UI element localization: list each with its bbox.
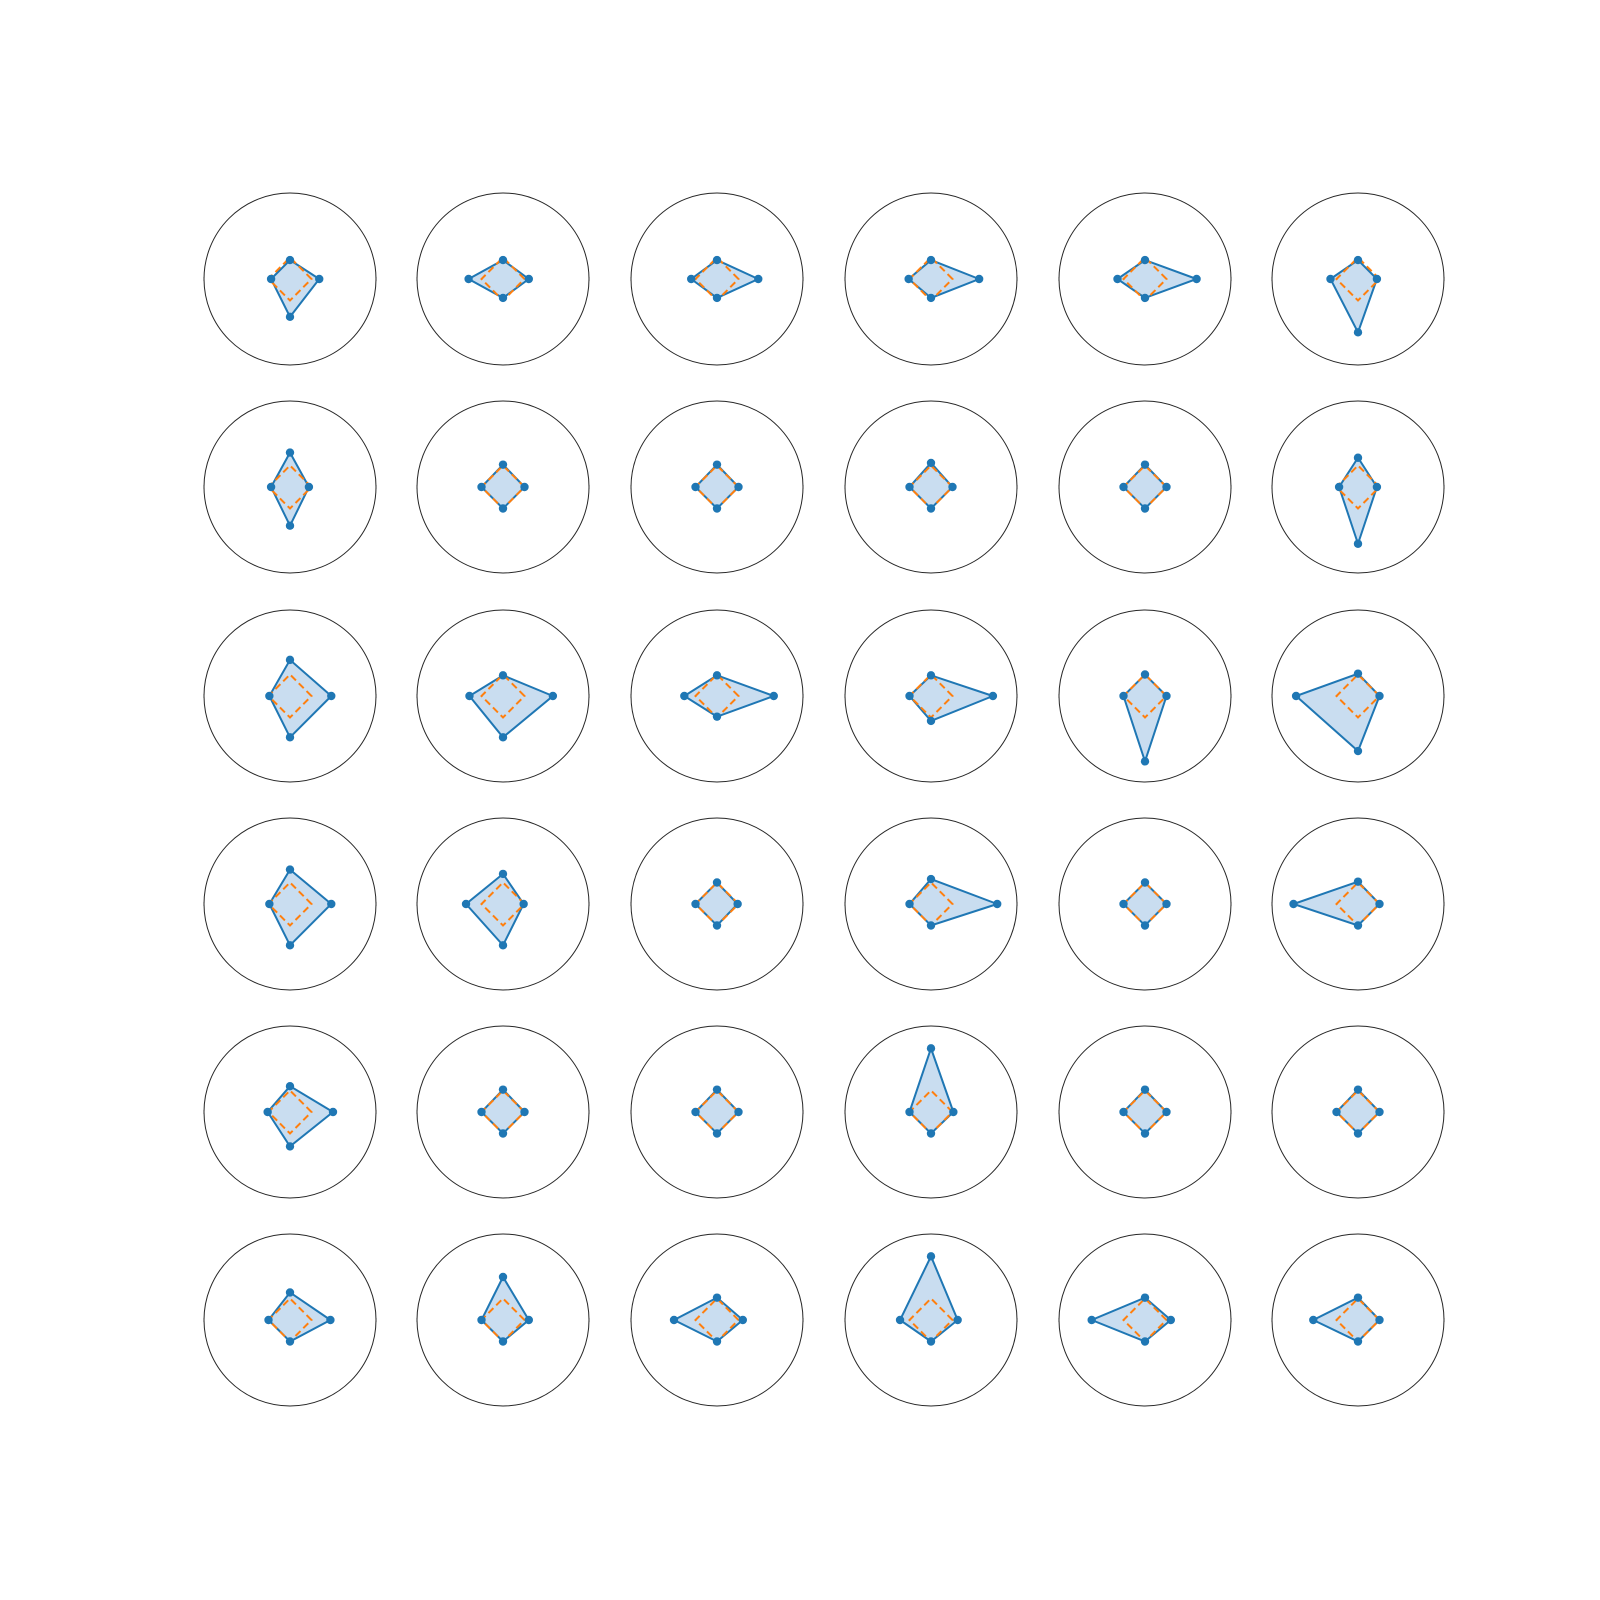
data-point-south: [499, 1129, 507, 1137]
data-point-north: [499, 256, 507, 264]
data-point-north: [713, 671, 721, 679]
data-point-east: [326, 1316, 334, 1324]
data-point-east: [989, 692, 997, 700]
data-point-east: [329, 1108, 337, 1116]
data-point-south: [499, 733, 507, 741]
data-point-north: [1354, 877, 1362, 885]
data-point-south: [1354, 921, 1362, 929]
data-point-east: [520, 483, 528, 491]
data-point-east: [733, 900, 741, 908]
data-point-north: [499, 1273, 507, 1281]
data-point-east: [734, 483, 742, 491]
data-point-west: [267, 275, 275, 283]
data-point-west: [477, 1316, 485, 1324]
data-point-west: [1113, 275, 1121, 283]
data-point-south: [1354, 1129, 1362, 1137]
data-point-east: [1162, 483, 1170, 491]
data-point-west: [1335, 483, 1343, 491]
data-point-south: [927, 504, 935, 512]
data-point-east: [948, 483, 956, 491]
data-point-south: [1141, 504, 1149, 512]
data-point-east: [327, 900, 335, 908]
data-point-east: [525, 1316, 533, 1324]
data-point-west: [687, 275, 695, 283]
data-point-south: [927, 1337, 935, 1345]
data-point-north: [499, 460, 507, 468]
data-point-west: [904, 275, 912, 283]
data-point-west: [264, 1316, 272, 1324]
data-point-north: [927, 875, 935, 883]
data-point-south: [499, 294, 507, 302]
data-point-south: [499, 1337, 507, 1345]
data-point-north: [927, 1044, 935, 1052]
data-point-east: [520, 1108, 528, 1116]
data-point-south: [1354, 328, 1362, 336]
data-point-west: [905, 1108, 913, 1116]
data-point-north: [1354, 256, 1362, 264]
data-point-north: [286, 448, 294, 456]
data-point-north: [713, 256, 721, 264]
data-point-west: [1119, 692, 1127, 700]
data-point-east: [953, 1316, 961, 1324]
data-point-north: [286, 1082, 294, 1090]
data-point-west: [896, 1316, 904, 1324]
data-point-west: [905, 483, 913, 491]
data-point-east: [315, 275, 323, 283]
data-point-south: [927, 921, 935, 929]
data-point-east: [734, 1108, 742, 1116]
data-point-south: [927, 717, 935, 725]
data-point-south: [713, 921, 721, 929]
data-point-east: [327, 692, 335, 700]
data-point-east: [549, 692, 557, 700]
data-point-north: [713, 1293, 721, 1301]
data-point-north: [286, 1288, 294, 1296]
data-point-east: [1373, 483, 1381, 491]
data-point-north: [927, 459, 935, 467]
data-point-south: [1141, 294, 1149, 302]
data-point-west: [477, 1108, 485, 1116]
data-point-west: [263, 1108, 271, 1116]
data-point-north: [1141, 670, 1149, 678]
data-point-west: [1292, 692, 1300, 700]
data-point-north: [286, 865, 294, 873]
data-point-north: [927, 256, 935, 264]
data-point-north: [1141, 460, 1149, 468]
data-point-west: [691, 1108, 699, 1116]
data-point-south: [713, 504, 721, 512]
data-point-west: [1119, 483, 1127, 491]
data-point-east: [305, 483, 313, 491]
data-point-west: [1289, 900, 1297, 908]
data-point-south: [286, 1337, 294, 1345]
data-point-east: [949, 1108, 957, 1116]
data-point-east: [1167, 1316, 1175, 1324]
data-point-west: [905, 692, 913, 700]
data-point-east: [975, 275, 983, 283]
data-point-south: [1141, 1129, 1149, 1137]
data-point-east: [1192, 275, 1200, 283]
data-point-east: [1162, 900, 1170, 908]
data-point-west: [680, 692, 688, 700]
data-point-south: [713, 1129, 721, 1137]
data-point-north: [1141, 1085, 1149, 1093]
data-point-north: [286, 656, 294, 664]
data-point-west: [464, 275, 472, 283]
data-point-east: [754, 275, 762, 283]
data-point-north: [713, 460, 721, 468]
data-point-north: [927, 1252, 935, 1260]
data-point-east: [1375, 692, 1383, 700]
data-point-south: [1141, 1337, 1149, 1345]
data-point-east: [525, 275, 533, 283]
data-point-north: [499, 671, 507, 679]
data-point-south: [286, 1142, 294, 1150]
data-point-west: [1309, 1316, 1317, 1324]
data-point-south: [1354, 747, 1362, 755]
data-point-north: [1354, 669, 1362, 677]
data-point-south: [713, 712, 721, 720]
data-point-east: [1375, 900, 1383, 908]
data-point-east: [519, 900, 527, 908]
data-point-west: [1326, 275, 1334, 283]
data-point-south: [499, 941, 507, 949]
data-point-west: [462, 900, 470, 908]
data-point-south: [286, 733, 294, 741]
data-point-west: [267, 483, 275, 491]
data-point-east: [1162, 692, 1170, 700]
data-point-north: [286, 256, 294, 264]
data-point-north: [1354, 1085, 1362, 1093]
data-point-west: [1119, 1108, 1127, 1116]
data-point-east: [1373, 275, 1381, 283]
data-point-west: [465, 692, 473, 700]
data-point-west: [265, 900, 273, 908]
data-point-north: [1141, 256, 1149, 264]
data-point-north: [713, 1085, 721, 1093]
data-point-east: [1375, 1108, 1383, 1116]
data-point-south: [713, 294, 721, 302]
data-point-north: [1354, 1293, 1362, 1301]
data-point-south: [1141, 921, 1149, 929]
data-point-west: [477, 483, 485, 491]
data-point-west: [905, 900, 913, 908]
data-point-south: [1354, 1337, 1362, 1345]
data-point-south: [1141, 757, 1149, 765]
data-point-north: [1354, 454, 1362, 462]
data-point-south: [286, 313, 294, 321]
data-point-east: [1375, 1316, 1383, 1324]
data-point-north: [499, 1085, 507, 1093]
data-point-south: [1354, 540, 1362, 548]
data-point-west: [1119, 900, 1127, 908]
data-point-east: [993, 900, 1001, 908]
data-point-west: [691, 900, 699, 908]
data-point-south: [286, 941, 294, 949]
data-point-west: [670, 1316, 678, 1324]
data-point-south: [286, 522, 294, 530]
data-point-west: [1087, 1316, 1095, 1324]
data-point-west: [1332, 1108, 1340, 1116]
data-point-north: [1141, 878, 1149, 886]
data-point-north: [499, 870, 507, 878]
data-point-north: [713, 878, 721, 886]
data-point-south: [499, 504, 507, 512]
data-point-west: [265, 692, 273, 700]
data-point-east: [1162, 1108, 1170, 1116]
data-point-north: [927, 671, 935, 679]
data-point-south: [927, 294, 935, 302]
data-point-east: [770, 692, 778, 700]
data-point-north: [1141, 1293, 1149, 1301]
data-point-east: [739, 1316, 747, 1324]
data-point-south: [927, 1129, 935, 1137]
data-point-south: [713, 1337, 721, 1345]
data-point-west: [691, 483, 699, 491]
